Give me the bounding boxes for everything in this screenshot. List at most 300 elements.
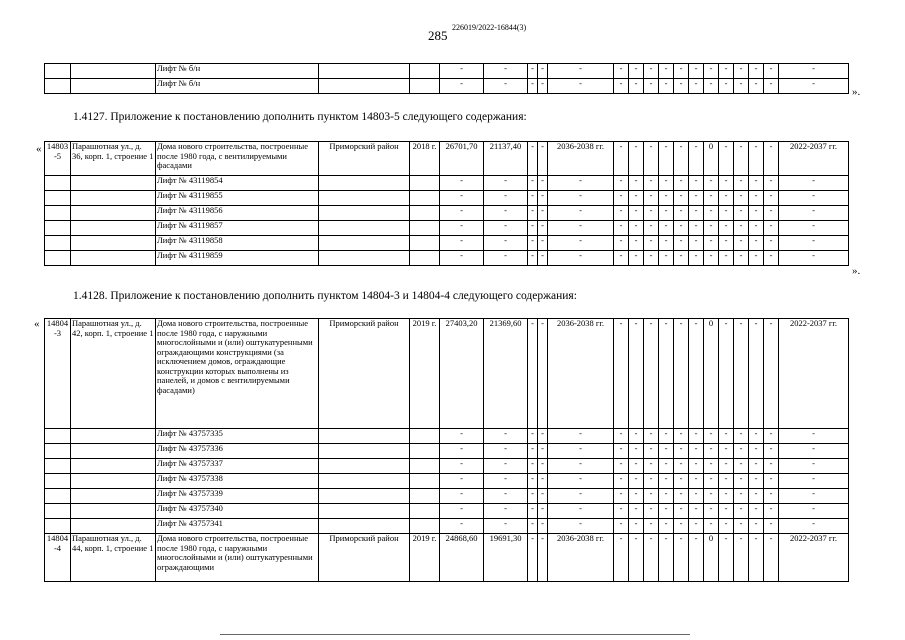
lift-row bbox=[45, 474, 849, 489]
description-cell: Дома нового строительства, построенные после 1980 года, с наружными многослойными и (или) оштукатуренными ограждающими bbox=[156, 534, 319, 582]
empty-cell bbox=[45, 64, 71, 79]
dash-cell: - bbox=[719, 176, 734, 191]
dash-cell: - bbox=[749, 251, 764, 266]
year-cell: 2019 г. bbox=[410, 534, 440, 582]
dash-cell: - bbox=[614, 206, 629, 221]
dash-cell: - bbox=[764, 319, 779, 429]
dash-cell: - bbox=[528, 236, 538, 251]
dash-cell: - bbox=[644, 221, 659, 236]
dash-cell: - bbox=[548, 236, 614, 251]
dash-cell: - bbox=[719, 142, 734, 176]
lift-row bbox=[45, 236, 849, 251]
empty-cell bbox=[71, 459, 156, 474]
lift-row bbox=[45, 489, 849, 504]
dash-cell: - bbox=[659, 504, 674, 519]
dash-cell: - bbox=[538, 489, 548, 504]
dash-cell: - bbox=[440, 79, 484, 94]
dash-cell: - bbox=[734, 489, 749, 504]
dash-cell: - bbox=[779, 221, 849, 236]
dash-cell: - bbox=[484, 474, 528, 489]
dash-cell: - bbox=[659, 444, 674, 459]
dash-cell: - bbox=[764, 504, 779, 519]
empty-cell bbox=[319, 429, 410, 444]
dash-cell: - bbox=[734, 79, 749, 94]
dash-cell: - bbox=[644, 142, 659, 176]
dash-cell: - bbox=[719, 206, 734, 221]
dash-cell: - bbox=[749, 459, 764, 474]
dash-cell: - bbox=[440, 64, 484, 79]
dash-cell: - bbox=[764, 429, 779, 444]
lift-label: Лифт № 43757340 bbox=[156, 504, 319, 519]
dash-cell: - bbox=[674, 429, 689, 444]
empty-cell bbox=[319, 474, 410, 489]
dash-cell: - bbox=[538, 191, 548, 206]
dash-cell: - bbox=[659, 236, 674, 251]
dash-cell: - bbox=[644, 474, 659, 489]
dash-cell: - bbox=[689, 474, 704, 489]
dash-cell: - bbox=[548, 221, 614, 236]
dash-cell: - bbox=[484, 191, 528, 206]
dash-cell: - bbox=[749, 64, 764, 79]
year-cell: 2018 г. bbox=[410, 142, 440, 176]
dash-cell: - bbox=[779, 444, 849, 459]
empty-cell bbox=[45, 221, 71, 236]
empty-cell bbox=[71, 504, 156, 519]
area-total-cell: 24868,60 bbox=[440, 534, 484, 582]
dash-cell: - bbox=[484, 79, 528, 94]
document-id: 226019/2022-16844(3) bbox=[452, 23, 527, 32]
empty-cell bbox=[71, 489, 156, 504]
dash-cell: - bbox=[644, 489, 659, 504]
dash-cell: - bbox=[704, 444, 719, 459]
empty-cell bbox=[319, 489, 410, 504]
dash-cell: - bbox=[528, 319, 538, 429]
dash-cell: - bbox=[629, 534, 644, 582]
dash-cell: - bbox=[779, 429, 849, 444]
dash-cell: - bbox=[484, 444, 528, 459]
empty-cell bbox=[71, 176, 156, 191]
empty-cell bbox=[45, 251, 71, 266]
open-quote-4127: « bbox=[36, 143, 42, 155]
dash-cell: - bbox=[749, 429, 764, 444]
dash-cell: - bbox=[528, 176, 538, 191]
dash-cell: - bbox=[528, 459, 538, 474]
dash-cell: - bbox=[719, 504, 734, 519]
empty-cell bbox=[319, 176, 410, 191]
dash-cell: - bbox=[659, 534, 674, 582]
dash-cell: - bbox=[440, 474, 484, 489]
empty-cell bbox=[319, 206, 410, 221]
lift-row bbox=[45, 429, 849, 444]
dash-cell: - bbox=[440, 206, 484, 221]
dash-cell: - bbox=[538, 176, 548, 191]
empty-cell bbox=[71, 64, 156, 79]
dash-cell: - bbox=[548, 519, 614, 534]
dash-cell: - bbox=[548, 474, 614, 489]
item-number: 14803 -5 bbox=[45, 142, 71, 176]
building-row bbox=[45, 142, 849, 176]
lift-label: Лифт № 43757336 bbox=[156, 444, 319, 459]
dash-cell: - bbox=[764, 142, 779, 176]
dash-cell: - bbox=[629, 221, 644, 236]
empty-cell bbox=[410, 236, 440, 251]
dash-cell: - bbox=[674, 444, 689, 459]
dash-cell: - bbox=[548, 176, 614, 191]
dash-cell: - bbox=[719, 64, 734, 79]
dash-cell: - bbox=[614, 474, 629, 489]
dash-cell: - bbox=[704, 79, 719, 94]
empty-cell bbox=[319, 221, 410, 236]
empty-cell bbox=[410, 79, 440, 94]
dash-cell: - bbox=[704, 251, 719, 266]
dash-cell: - bbox=[440, 504, 484, 519]
empty-cell bbox=[410, 519, 440, 534]
dash-cell: - bbox=[674, 519, 689, 534]
lift-label: Лифт № 43119856 bbox=[156, 206, 319, 221]
dash-cell: - bbox=[674, 251, 689, 266]
dash-cell: - bbox=[719, 474, 734, 489]
dash-cell: - bbox=[704, 519, 719, 534]
dash-cell: - bbox=[764, 64, 779, 79]
dash-cell: - bbox=[548, 459, 614, 474]
dash-cell: - bbox=[528, 444, 538, 459]
dash-cell: - bbox=[528, 79, 538, 94]
lift-row bbox=[45, 221, 849, 236]
dash-cell: - bbox=[659, 489, 674, 504]
dash-cell: - bbox=[689, 236, 704, 251]
dash-cell: - bbox=[629, 176, 644, 191]
dash-cell: - bbox=[614, 504, 629, 519]
dash-cell: - bbox=[484, 504, 528, 519]
empty-cell bbox=[319, 64, 410, 79]
dash-cell: - bbox=[689, 504, 704, 519]
dash-cell: - bbox=[538, 142, 548, 176]
dash-cell: - bbox=[719, 429, 734, 444]
lift-label: Лифт № 43119857 bbox=[156, 221, 319, 236]
dash-cell: - bbox=[749, 79, 764, 94]
dash-cell: - bbox=[719, 251, 734, 266]
dash-cell: - bbox=[764, 474, 779, 489]
empty-cell bbox=[71, 519, 156, 534]
dash-cell: - bbox=[484, 519, 528, 534]
dash-cell: - bbox=[538, 504, 548, 519]
address-cell: Парашютная ул., д. 42, корп. 1, строение 1 bbox=[71, 319, 156, 429]
dash-cell: - bbox=[614, 429, 629, 444]
dash-cell: - bbox=[614, 176, 629, 191]
dash-cell: - bbox=[659, 429, 674, 444]
empty-cell bbox=[319, 191, 410, 206]
district-cell: Приморский район bbox=[319, 142, 410, 176]
dash-cell: - bbox=[629, 444, 644, 459]
dash-cell: - bbox=[484, 206, 528, 221]
dash-cell: - bbox=[674, 221, 689, 236]
dash-cell: - bbox=[779, 519, 849, 534]
area-total-cell: 26701,70 bbox=[440, 142, 484, 176]
dash-cell: - bbox=[734, 519, 749, 534]
dash-cell: - bbox=[644, 176, 659, 191]
dash-cell: - bbox=[689, 429, 704, 444]
dash-cell: - bbox=[674, 534, 689, 582]
dash-cell: - bbox=[440, 251, 484, 266]
dash-cell: - bbox=[659, 251, 674, 266]
empty-cell bbox=[71, 206, 156, 221]
dash-cell: - bbox=[484, 64, 528, 79]
area-total-cell: 27403,20 bbox=[440, 319, 484, 429]
empty-cell bbox=[45, 191, 71, 206]
lift-label: Лифт № б/н bbox=[156, 64, 319, 79]
period-cell: 2036-2038 гг. bbox=[548, 319, 614, 429]
dash-cell: - bbox=[629, 206, 644, 221]
lift-row bbox=[45, 519, 849, 534]
empty-cell bbox=[319, 459, 410, 474]
dash-cell: - bbox=[749, 142, 764, 176]
empty-cell bbox=[410, 474, 440, 489]
dash-cell: - bbox=[779, 504, 849, 519]
dash-cell: - bbox=[629, 459, 644, 474]
empty-cell bbox=[71, 429, 156, 444]
lift-label: Лифт № 43757337 bbox=[156, 459, 319, 474]
dash-cell: - bbox=[440, 236, 484, 251]
dash-cell: - bbox=[629, 191, 644, 206]
lift-row bbox=[45, 79, 849, 94]
building-row bbox=[45, 319, 849, 429]
empty-cell bbox=[45, 504, 71, 519]
dash-cell: - bbox=[704, 459, 719, 474]
dash-cell: - bbox=[719, 444, 734, 459]
empty-cell bbox=[410, 489, 440, 504]
dash-cell: - bbox=[629, 142, 644, 176]
dash-cell: - bbox=[719, 191, 734, 206]
dash-cell: - bbox=[674, 191, 689, 206]
dash-cell: - bbox=[689, 64, 704, 79]
dash-cell: - bbox=[764, 236, 779, 251]
empty-cell bbox=[71, 79, 156, 94]
dash-cell: - bbox=[614, 519, 629, 534]
dash-cell: - bbox=[629, 79, 644, 94]
dash-cell: - bbox=[764, 251, 779, 266]
description-cell: Дома нового строительства, построенные после 1980 года, с вентилируемыми фасадами bbox=[156, 142, 319, 176]
dash-cell: - bbox=[528, 429, 538, 444]
dash-cell: - bbox=[734, 534, 749, 582]
lift-label: Лифт № б/н bbox=[156, 79, 319, 94]
dash-cell: - bbox=[764, 519, 779, 534]
dash-cell: - bbox=[734, 459, 749, 474]
empty-cell bbox=[410, 251, 440, 266]
dash-cell: - bbox=[719, 459, 734, 474]
empty-cell bbox=[71, 221, 156, 236]
dash-cell: - bbox=[734, 236, 749, 251]
dash-cell: - bbox=[659, 176, 674, 191]
dash-cell: - bbox=[614, 221, 629, 236]
dash-cell: - bbox=[538, 459, 548, 474]
term-cell: 2022-2037 гг. bbox=[779, 534, 849, 582]
dash-cell: - bbox=[484, 236, 528, 251]
dash-cell: - bbox=[764, 221, 779, 236]
dash-cell: - bbox=[659, 64, 674, 79]
dash-cell: - bbox=[528, 251, 538, 266]
lift-row bbox=[45, 504, 849, 519]
dash-cell: - bbox=[689, 79, 704, 94]
section-heading-4128: 1.4128. Приложение к постановлению дополнить пунктом 14804-3 и 14804-4 следующего содержания: bbox=[73, 290, 577, 302]
dash-cell: - bbox=[484, 221, 528, 236]
dash-cell: - bbox=[734, 142, 749, 176]
dash-cell: - bbox=[614, 142, 629, 176]
dash-cell: - bbox=[749, 176, 764, 191]
dash-cell: - bbox=[484, 489, 528, 504]
dash-cell: - bbox=[764, 444, 779, 459]
dash-cell: - bbox=[528, 191, 538, 206]
empty-cell bbox=[45, 236, 71, 251]
lift-row bbox=[45, 206, 849, 221]
dash-cell: - bbox=[644, 319, 659, 429]
dash-cell: - bbox=[659, 519, 674, 534]
lift-row bbox=[45, 251, 849, 266]
dash-cell: - bbox=[674, 64, 689, 79]
dash-cell: - bbox=[538, 444, 548, 459]
empty-cell bbox=[45, 79, 71, 94]
dash-cell: - bbox=[719, 221, 734, 236]
dash-cell: - bbox=[440, 489, 484, 504]
dash-cell: - bbox=[704, 206, 719, 221]
dash-cell: - bbox=[749, 474, 764, 489]
dash-cell: - bbox=[704, 236, 719, 251]
dash-cell: - bbox=[689, 489, 704, 504]
lift-label: Лифт № 43757338 bbox=[156, 474, 319, 489]
dash-cell: - bbox=[779, 79, 849, 94]
dash-cell: - bbox=[644, 519, 659, 534]
dash-cell: - bbox=[674, 142, 689, 176]
lift-label: Лифт № 43757341 bbox=[156, 519, 319, 534]
dash-cell: - bbox=[674, 236, 689, 251]
dash-cell: - bbox=[764, 206, 779, 221]
dash-cell: - bbox=[719, 236, 734, 251]
dash-cell: - bbox=[644, 79, 659, 94]
dash-cell: - bbox=[779, 236, 849, 251]
closing-quote-top: ». bbox=[852, 86, 861, 98]
dash-cell: - bbox=[440, 221, 484, 236]
dash-cell: - bbox=[659, 79, 674, 94]
dash-cell: - bbox=[644, 206, 659, 221]
description-cell: Дома нового строительства, построенные после 1980 года, с наружными многослойными и (или) оштукатуренными ограждающими конструкциями (за исключением домов, ограждающие конструкции которых выполнены из панелей, и домов с вентилируемыми фасадами) bbox=[156, 319, 319, 429]
empty-cell bbox=[410, 64, 440, 79]
dash-cell: - bbox=[674, 206, 689, 221]
dash-cell: - bbox=[484, 459, 528, 474]
dash-cell: - bbox=[528, 504, 538, 519]
dash-cell: - bbox=[538, 474, 548, 489]
dash-cell: - bbox=[440, 176, 484, 191]
district-cell: Приморский район bbox=[319, 534, 410, 582]
dash-cell: - bbox=[644, 444, 659, 459]
dash-cell: - bbox=[749, 236, 764, 251]
dash-cell: - bbox=[440, 459, 484, 474]
dash-cell: - bbox=[538, 79, 548, 94]
dash-cell: - bbox=[659, 221, 674, 236]
empty-cell bbox=[319, 504, 410, 519]
building-row bbox=[45, 534, 849, 582]
empty-cell bbox=[319, 236, 410, 251]
dash-cell: - bbox=[614, 489, 629, 504]
dash-cell: - bbox=[629, 519, 644, 534]
dash-cell: - bbox=[734, 474, 749, 489]
dash-cell: - bbox=[719, 489, 734, 504]
lift-row bbox=[45, 176, 849, 191]
dash-cell: - bbox=[674, 459, 689, 474]
empty-cell bbox=[71, 444, 156, 459]
dash-cell: - bbox=[528, 519, 538, 534]
dash-cell: - bbox=[704, 489, 719, 504]
dash-cell: - bbox=[629, 474, 644, 489]
empty-cell bbox=[71, 474, 156, 489]
dash-cell: - bbox=[614, 444, 629, 459]
section-heading-4127: 1.4127. Приложение к постановлению дополнить пунктом 14803-5 следующего содержания: bbox=[73, 111, 527, 123]
empty-cell bbox=[410, 176, 440, 191]
address-cell: Парашютная ул., д. 44, корп. 1, строение 1 bbox=[71, 534, 156, 582]
dash-cell: - bbox=[674, 474, 689, 489]
dash-cell: - bbox=[548, 191, 614, 206]
dash-cell: - bbox=[659, 142, 674, 176]
page-bottom-rule bbox=[220, 634, 690, 635]
dash-cell: - bbox=[440, 429, 484, 444]
dash-cell: - bbox=[644, 534, 659, 582]
closing-quote-4127: ». bbox=[852, 265, 861, 277]
dash-cell: - bbox=[689, 142, 704, 176]
area-living-cell: 21369,60 bbox=[484, 319, 528, 429]
empty-cell bbox=[410, 504, 440, 519]
dash-cell: - bbox=[749, 489, 764, 504]
dash-cell: - bbox=[644, 191, 659, 206]
dash-cell: - bbox=[528, 474, 538, 489]
lift-label: Лифт № 43757335 bbox=[156, 429, 319, 444]
dash-cell: - bbox=[629, 236, 644, 251]
page-number: 285 bbox=[428, 28, 448, 43]
dash-cell: - bbox=[440, 444, 484, 459]
period-cell: 2036-2038 гг. bbox=[548, 142, 614, 176]
dash-cell: - bbox=[528, 142, 538, 176]
lift-label: Лифт № 43119858 bbox=[156, 236, 319, 251]
dash-cell: - bbox=[674, 504, 689, 519]
dash-cell: - bbox=[704, 429, 719, 444]
dash-cell: - bbox=[629, 504, 644, 519]
lift-row bbox=[45, 191, 849, 206]
empty-cell bbox=[45, 459, 71, 474]
empty-cell bbox=[410, 191, 440, 206]
dash-cell: - bbox=[644, 504, 659, 519]
dash-cell: - bbox=[440, 519, 484, 534]
dash-cell: - bbox=[704, 64, 719, 79]
dash-cell: - bbox=[749, 444, 764, 459]
lift-row bbox=[45, 459, 849, 474]
lift-label: Лифт № 43119854 bbox=[156, 176, 319, 191]
empty-cell bbox=[45, 474, 71, 489]
dash-cell: - bbox=[734, 176, 749, 191]
dash-cell: - bbox=[689, 251, 704, 266]
dash-cell: - bbox=[689, 444, 704, 459]
dash-cell: - bbox=[764, 534, 779, 582]
dash-cell: - bbox=[538, 64, 548, 79]
empty-cell bbox=[45, 176, 71, 191]
area-living-cell: 21137,40 bbox=[484, 142, 528, 176]
empty-cell bbox=[45, 444, 71, 459]
empty-cell bbox=[319, 251, 410, 266]
item-number: 14804 -4 bbox=[45, 534, 71, 582]
dash-cell: - bbox=[719, 79, 734, 94]
dash-cell: - bbox=[528, 64, 538, 79]
dash-cell: - bbox=[659, 319, 674, 429]
lift-row bbox=[45, 64, 849, 79]
dash-cell: - bbox=[538, 206, 548, 221]
dash-cell: - bbox=[764, 191, 779, 206]
dash-cell: - bbox=[484, 176, 528, 191]
